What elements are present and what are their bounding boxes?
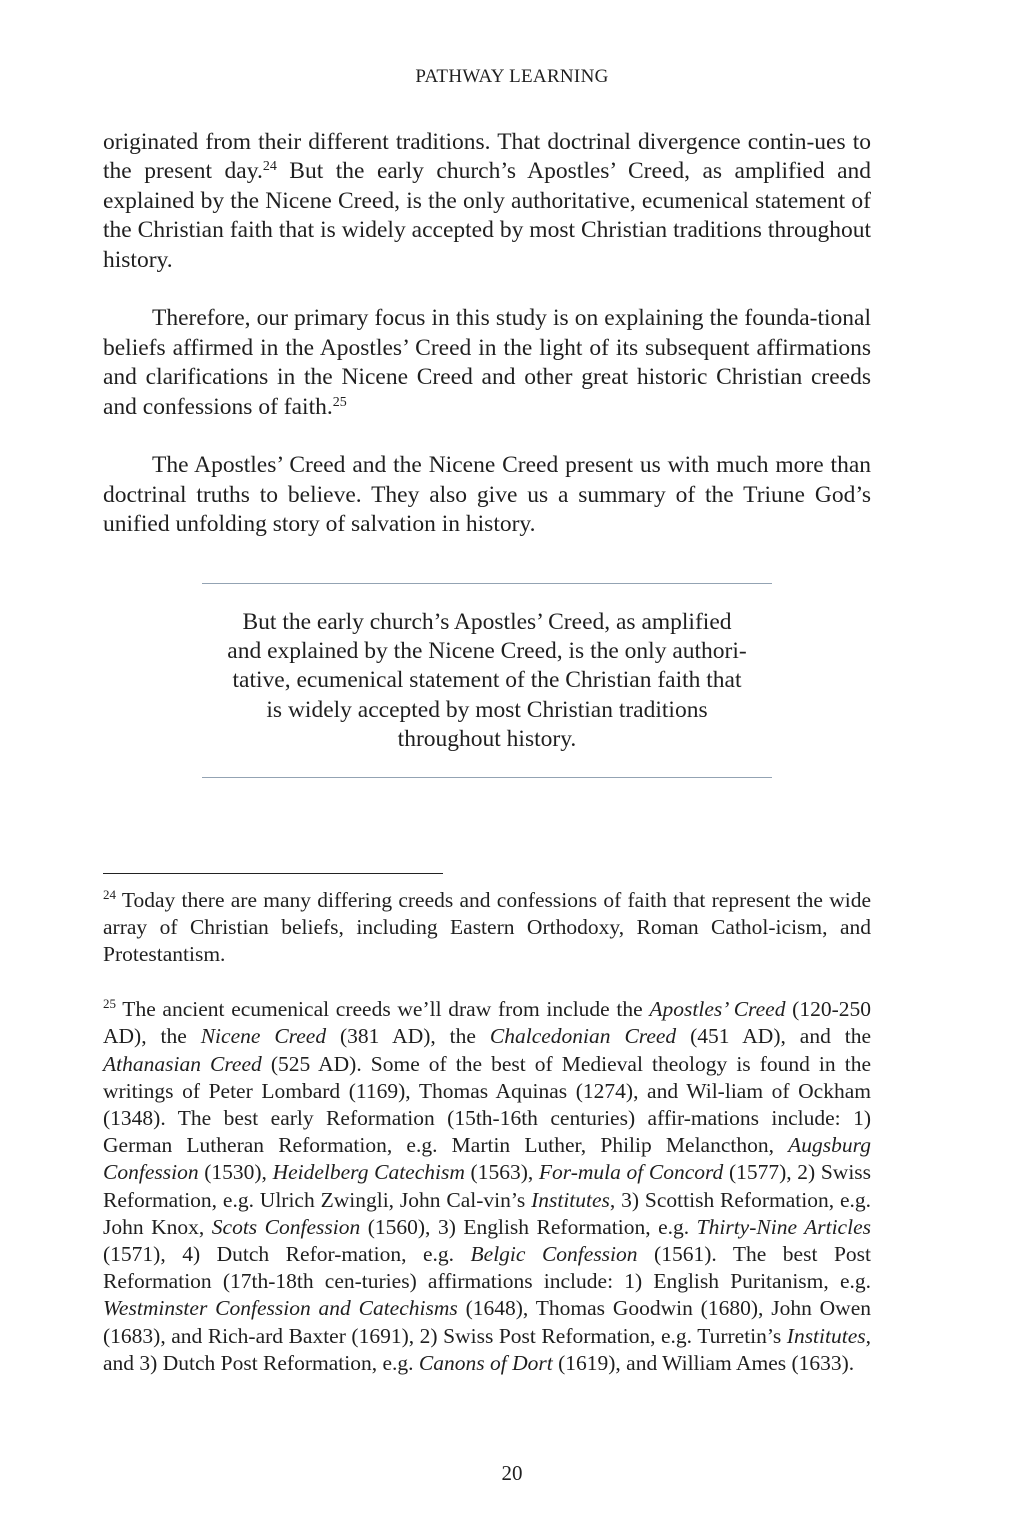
footnote-ref-25[interactable]: 25 — [332, 394, 347, 410]
work-title: For-mula of Concord — [538, 1160, 724, 1185]
footnote-text: (1561). The best Post Reformation (17th-18th cen-turies) affirmations include: 1) English Puritanism, e.g. — [103, 1242, 871, 1294]
footnote-mark: 25 — [103, 996, 116, 1012]
pull-quote-line: But the early church’s Apostles’ Creed, as amplified — [242, 609, 732, 635]
page-number: 20 — [501, 1461, 523, 1485]
creed-title: Apostles’ Creed — [649, 997, 786, 1022]
footnote-text: , 3) Scottish Reformation, e.g. John Knox, — [103, 1187, 871, 1239]
paragraph-3 — [103, 451, 871, 539]
footnote-24-text: Today there are many differing creeds and confessions of faith that represent the wide array of Christian beliefs, including Eastern Orthodoxy, Roman Cathol-icism, and Protestantism. — [103, 888, 871, 967]
footnote-separator — [103, 873, 443, 874]
paragraph-2-text: Therefore, our primary focus in this study is on explaining the founda-tional beliefs affirmed in the Apostles’ Creed in the light of its subsequent affirmations and clarifications in the Nicene Creed and other great historic Christian creeds and confessions of faith. — [103, 305, 871, 420]
work-title: Heidelberg Catechism — [272, 1160, 465, 1185]
footnote-text: (120-250 AD), the — [103, 997, 871, 1049]
footnote-text: (1563), — [464, 1160, 539, 1185]
footnote-text: The ancient ecumenical creeds we’ll draw from include the — [116, 997, 650, 1022]
footnote-text: (1560), 3) English Reformation, e.g. — [360, 1214, 697, 1239]
paragraph-1 — [103, 128, 871, 275]
work-title: Thirty-Nine Articles — [696, 1214, 871, 1239]
pull-quote-line: tative, ecumenical statement of the Christian faith that — [232, 667, 742, 694]
footnote-text: (381 AD), the — [326, 1024, 490, 1049]
creed-title: Athanasian Creed — [103, 1051, 262, 1076]
footnote-text: , and 3) Dutch Post Reformation, e.g. — [103, 1323, 871, 1375]
paragraph-3-text: The Apostles’ Creed and the Nicene Creed present us with much more than doctrinal truths to believe. They also give us a summary of the Triune God’s unified unfolding story of salvation in history. — [103, 452, 871, 538]
footnote-24 — [103, 887, 871, 969]
work-title: Westminster Confession and Catechisms — [103, 1296, 458, 1321]
footnote-text: (1577), 2) Swiss Reformation, e.g. Ulrich Zwingli, John Cal-vin’s — [103, 1160, 872, 1212]
work-title: Canons of Dort — [418, 1350, 553, 1375]
footnote-ref-24[interactable]: 24 — [262, 159, 277, 175]
footnote-text: (451 AD), and the — [676, 1024, 872, 1049]
creed-title: Nicene Creed — [200, 1024, 327, 1049]
paragraph-1-text-a: originated from their different traditions. That doctrinal divergence contin-ues to the present day. — [103, 129, 871, 185]
footnote-text: (1530), — [198, 1160, 273, 1185]
footnote-text: (1648), Thomas Goodwin (1680), John Owen (1683), and Rich-ard Baxter (1691), 2) Swiss Post Reformation, e.g. Turretin’s — [103, 1296, 871, 1348]
pull-quote — [205, 608, 769, 754]
paragraph-2 — [103, 304, 871, 422]
work-title: Institutes — [531, 1187, 610, 1212]
footnote-text: (1619), and William Ames (1633). — [552, 1350, 855, 1375]
work-title: Scots Confession — [211, 1214, 361, 1239]
main-text — [103, 128, 871, 569]
work-title: Augsburg Confession — [103, 1133, 871, 1185]
pull-quote-line: and explained by the Nicene Creed, is the only authori- — [227, 638, 747, 665]
work-title: Institutes — [786, 1323, 866, 1348]
footnote-text: (1571), 4) Dutch Refor-mation, e.g. — [103, 1242, 471, 1267]
creed-title: Chalcedonian Creed — [489, 1024, 677, 1049]
footnote-25 — [103, 996, 871, 1377]
footnote-mark: 24 — [103, 887, 116, 902]
pull-quote-line: is widely accepted by most Christian traditions — [266, 696, 708, 723]
pull-quote-top-rule — [202, 583, 772, 584]
footnotes — [103, 887, 871, 1405]
paragraph-1-text-b: But the early church’s Apostles’ Creed, as amplified and explained by the Nicene Creed, is the only authoritative, ecumenical statement of the Christian faith that is widely accepted by most Christian traditions throughout history. — [103, 158, 871, 273]
work-title: Belgic Confession — [470, 1242, 638, 1267]
running-head: PATHWAY LEARNING — [415, 66, 609, 87]
footnote-text: (525 AD). Some of the best of Medieval theology is found in the writings of Peter Lombard (1169), Thomas Aquinas (1274), and Wil-liam of Ockham (1348). The best early Reformation (15th-16th centuries) affir-mations include: 1) German Lutheran Reformation, e.g. Martin Luther, Philip Melancthon, — [103, 1051, 871, 1158]
pull-quote-line: throughout history. — [397, 725, 577, 752]
pull-quote-bottom-rule — [202, 777, 772, 778]
